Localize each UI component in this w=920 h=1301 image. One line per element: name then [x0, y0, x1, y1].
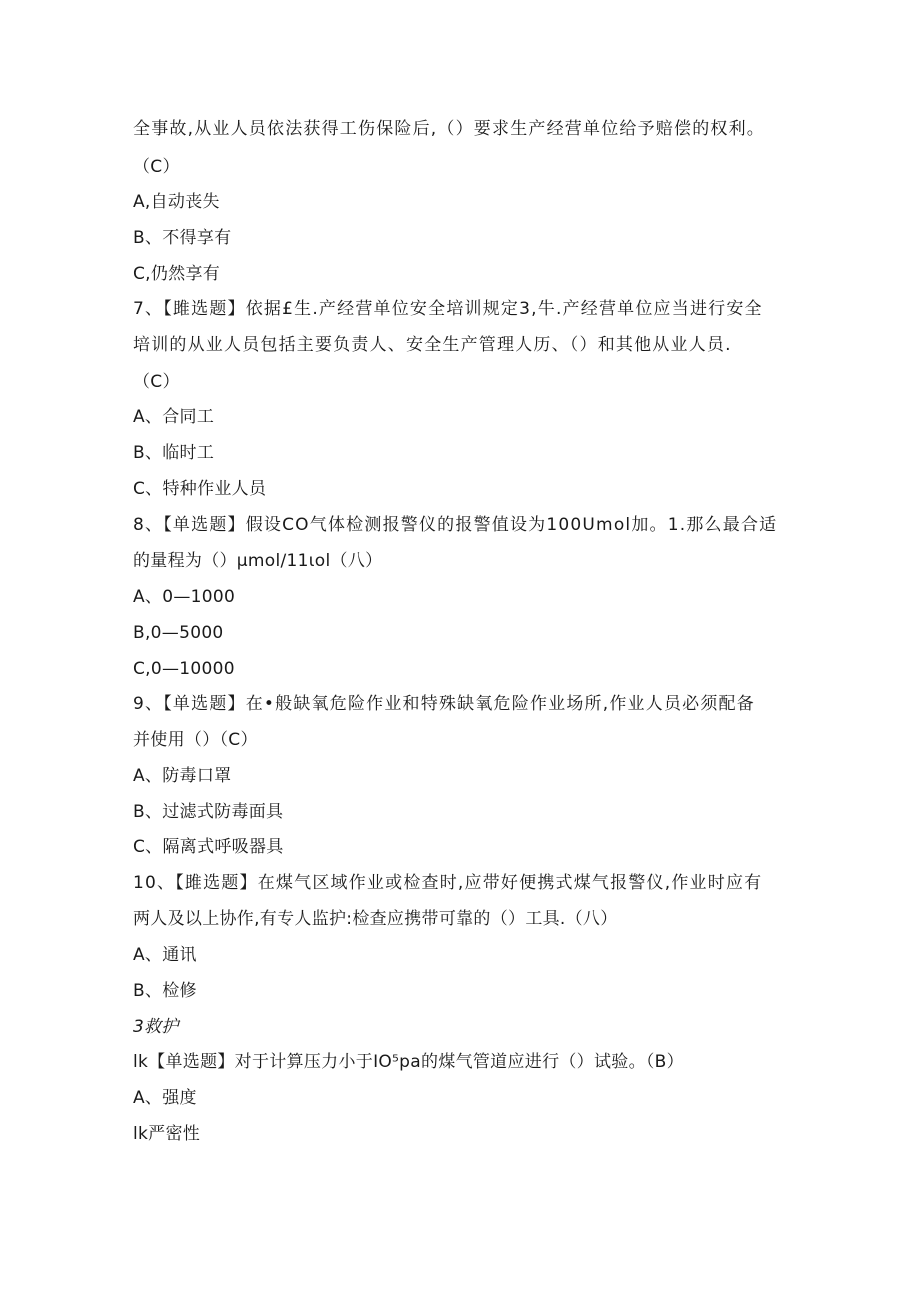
q7-option-c: C、特种作业人员	[133, 479, 267, 499]
q9-text-cont: 并使用（）（C）	[133, 730, 258, 750]
q8-option-b: B,0—5000	[133, 623, 224, 643]
q10-option-a: A、通讯	[133, 945, 197, 965]
q11-option-b: lk严密性	[133, 1124, 201, 1144]
q9-option-b: B、过滤式防毒面具	[133, 802, 284, 822]
q6-option-b: B、不得享有	[133, 228, 232, 248]
q8-option-a: A、0—1000	[133, 587, 236, 607]
q10-text: 10、【雎选题】在煤气区域作业或检查时,应带好便携式煤气报警仪,作业时应有	[133, 873, 763, 893]
q9-option-a: A、防毒口罩	[133, 766, 232, 786]
q9-option-c: C、隔离式呼吸器具	[133, 837, 284, 857]
q6-text-cont: 全事故,从业人员依法获得工伤保险后,（）要求生产经营单位给予赔偿的权利。	[133, 119, 766, 139]
q10-option-c: 3救护	[133, 1017, 179, 1037]
q6-option-a: A,自动丧失	[133, 192, 220, 212]
q6-answer: （C）	[133, 157, 180, 177]
q7-answer: （C）	[133, 372, 180, 392]
q8-text-cont: 的量程为（）μmol∕11ιol（八）	[133, 551, 383, 571]
q7-option-b: B、临时工	[133, 443, 215, 463]
q10-option-b: B、检修	[133, 981, 197, 1001]
q9-text: 9、【单选题】在•般缺氧危险作业和特殊缺氧危险作业场所,作业人员必须配备	[133, 694, 755, 714]
q8-option-c: C,0—10000	[133, 659, 235, 679]
q11-option-a: A、强度	[133, 1088, 197, 1108]
q10-text-cont: 两人及以上协作,有专人监护:检查应携带可靠的（）工具.（八）	[133, 909, 618, 929]
q8-text: 8、【单选题】假设CO气体检测报警仪的报警值设为100Umol加。1.那么最合适	[133, 515, 778, 535]
q7-text: 7、【雎选题】依据£生.产经营单位安全培训规定3,牛.产经营单位应当进行安全	[133, 299, 763, 319]
q6-option-c: C,仍然享有	[133, 264, 221, 284]
q7-option-a: A、合同工	[133, 407, 215, 427]
q7-text-cont: 培训的从业人员包括主要负责人、安全生产管理人历、（）和其他从业人员.	[133, 335, 732, 355]
q11-text: lk【单选题】对于计算压力小于IO⁵pa的煤气管道应进行（）试验。（B）	[133, 1052, 684, 1072]
